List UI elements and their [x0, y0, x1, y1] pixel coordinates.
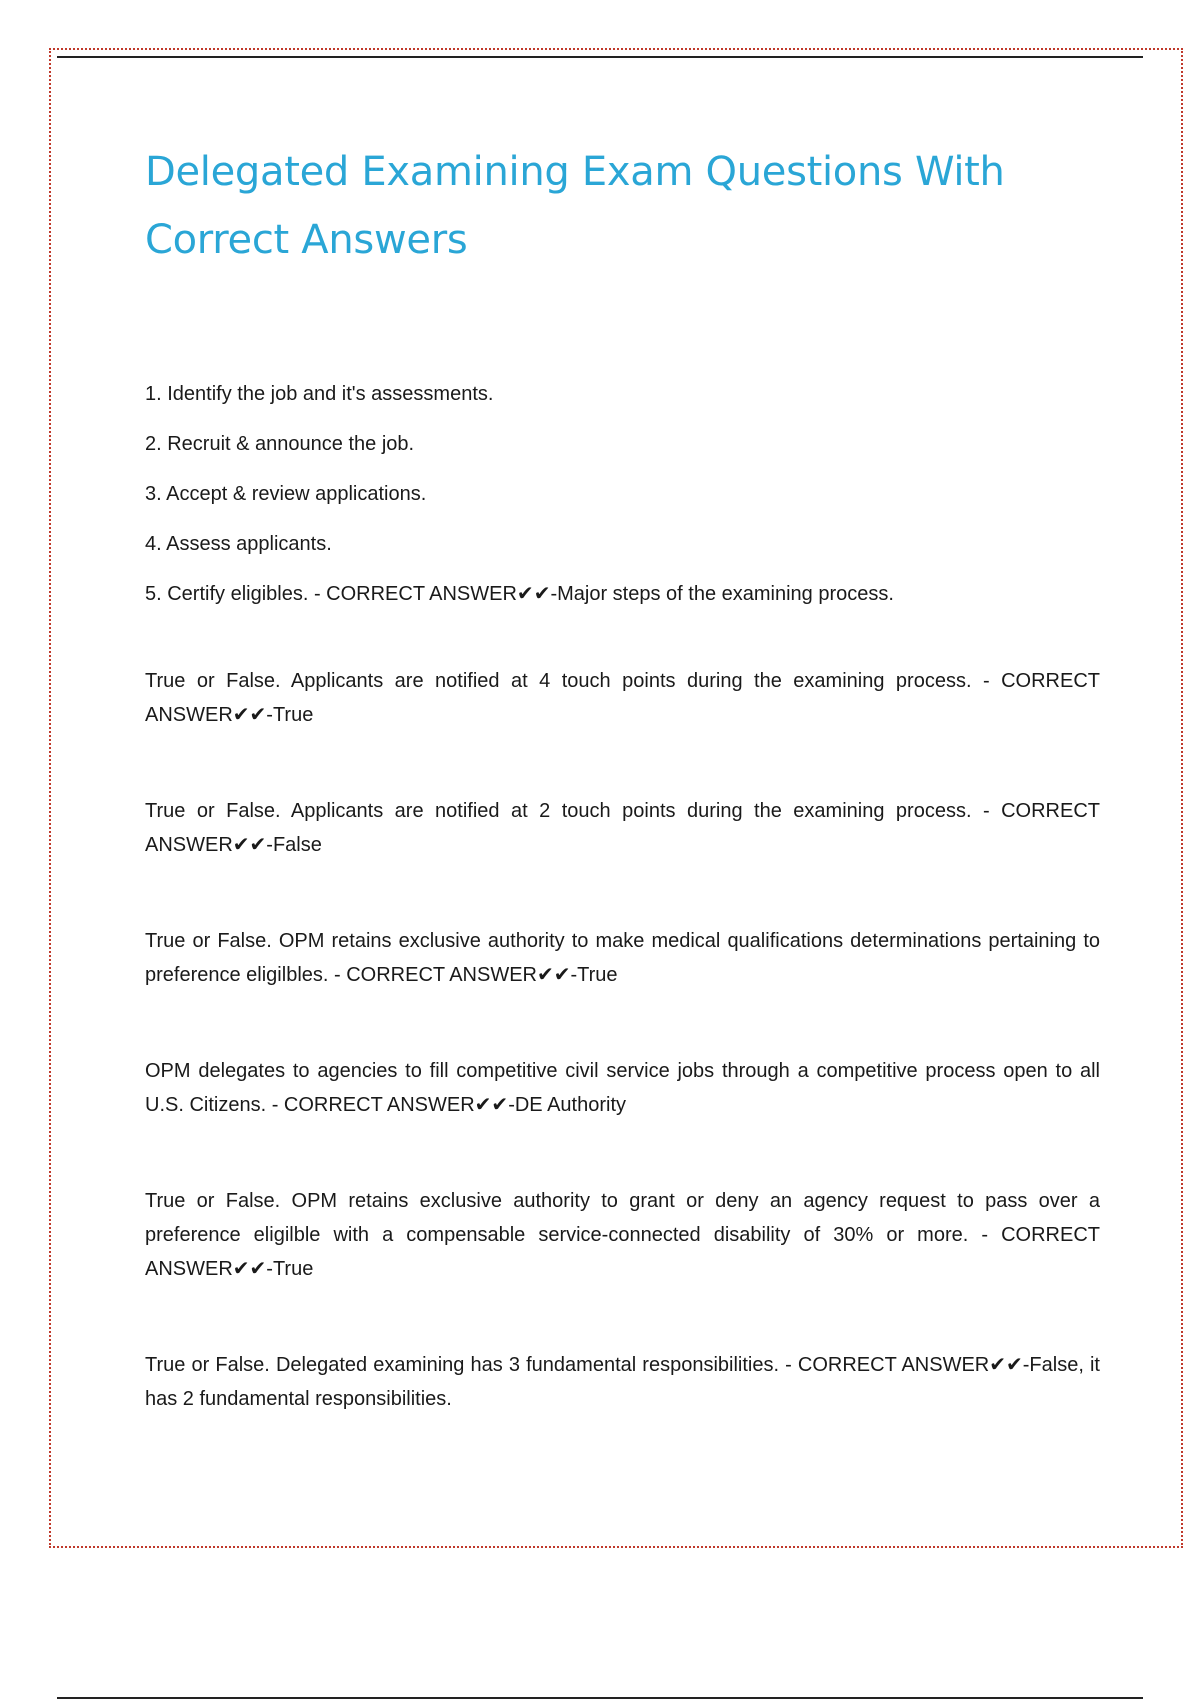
qa-item: True or False. Applicants are notified at 2 touch points during the examining process. - CORRECT ANSWER✔✔-False: [145, 800, 1100, 856]
qa-item: OPM delegates to agencies to fill competitive civil service jobs through a competitive process open to all U.S. Citizens. - CORRECT ANSWER✔✔-DE Authority: [145, 1060, 1100, 1116]
qa-item: True or False. Applicants are notified at 4 touch points during the examining process. - CORRECT ANSWER✔✔-True: [145, 670, 1100, 726]
step-item: 3. Accept & review applications.: [145, 483, 427, 505]
examining-steps-list: [145, 382, 1100, 606]
qa-item: True or False. OPM retains exclusive authority to make medical qualifications determinations pertaining to preference eligilbles. - CORRECT ANSWER✔✔-True: [145, 930, 1100, 986]
header-rule: [57, 56, 1143, 58]
step-item: 2. Recruit & announce the job.: [145, 433, 415, 455]
qa-item: True or False. Delegated examining has 3 fundamental responsibilities. - CORRECT ANSWER✔✔-False, it has 2 fundamental responsibilities.: [145, 1354, 1100, 1410]
next-page-rule: [57, 1697, 1143, 1699]
step-item: 4. Assess applicants.: [145, 533, 332, 555]
document-title: Delegated Examining Exam Questions With Correct Answers: [145, 149, 1005, 263]
qa-item: True or False. OPM retains exclusive authority to grant or deny an agency request to pass over a preference eligilble with a compensable service-connected disability of 30% or more. - CORRECT ANSWER✔✔-True: [145, 1190, 1100, 1280]
step-item: 5. Certify eligibles. - CORRECT ANSWER✔✔-Major steps of the examining process.: [145, 583, 894, 605]
step-item: 1. Identify the job and it's assessments.: [145, 383, 494, 405]
document-body: [145, 138, 1100, 1416]
